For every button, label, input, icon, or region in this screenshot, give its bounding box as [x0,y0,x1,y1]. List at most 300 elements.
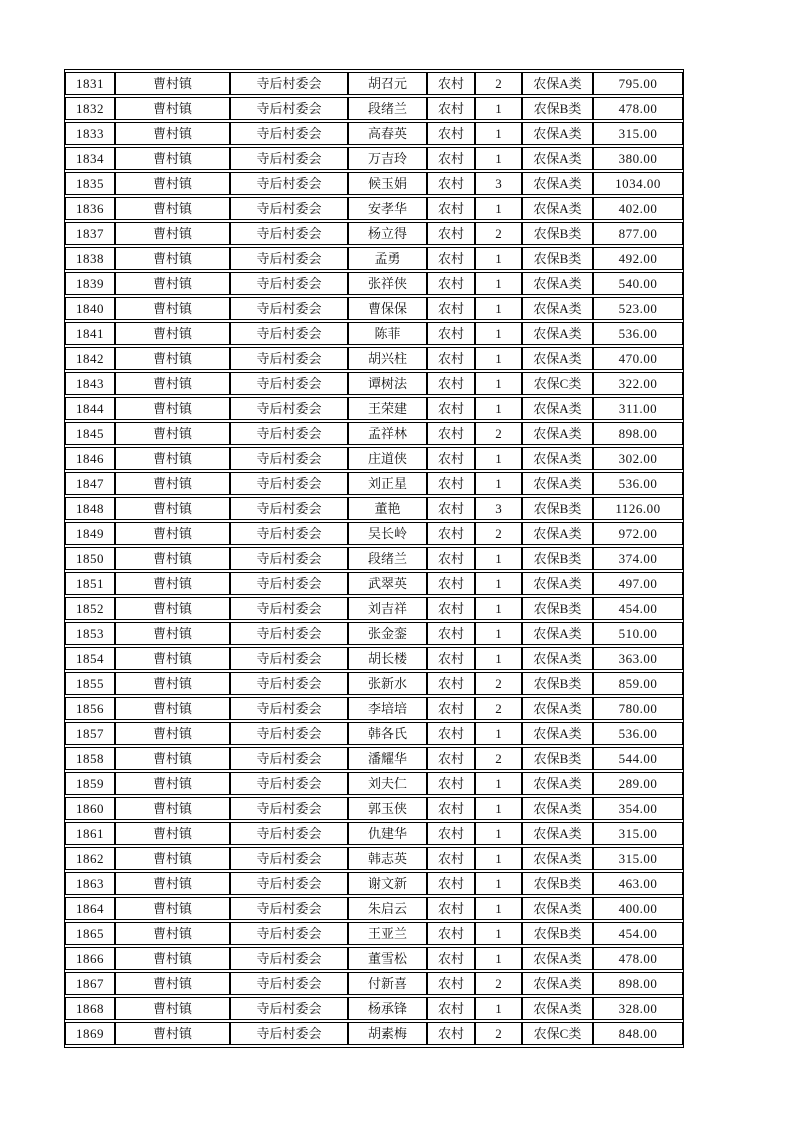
cell-village-committee: 寺后村委会 [230,572,348,595]
cell-serial-number: 1833 [65,122,115,145]
cell-person-count: 2 [475,422,522,445]
cell-residence-type: 农村 [427,172,475,195]
cell-town-name: 曹村镇 [115,597,230,620]
table-row [65,172,683,195]
cell-village-committee: 寺后村委会 [230,147,348,170]
cell-village-committee: 寺后村委会 [230,122,348,145]
cell-amount-yuan: 463.00 [593,872,683,895]
cell-amount-yuan: 848.00 [593,1022,683,1045]
cell-town-name: 曹村镇 [115,522,230,545]
cell-person-name: 仇建华 [348,822,427,845]
table-row [65,122,683,145]
cell-residence-type: 农村 [427,222,475,245]
table-body [65,72,683,1045]
cell-amount-yuan: 302.00 [593,447,683,470]
cell-town-name: 曹村镇 [115,672,230,695]
cell-village-committee: 寺后村委会 [230,897,348,920]
table-row [65,97,683,120]
cell-person-count: 1 [475,722,522,745]
cell-insurance-category: 农保A类 [522,647,593,670]
cell-person-count: 1 [475,622,522,645]
cell-person-count: 1 [475,547,522,570]
benefit-roster-table [64,69,684,1048]
cell-person-name: 孟祥林 [348,422,427,445]
cell-village-committee: 寺后村委会 [230,322,348,345]
table-row [65,797,683,820]
table-row [65,497,683,520]
cell-insurance-category: 农保B类 [522,547,593,570]
cell-person-name: 孟勇 [348,247,427,270]
cell-residence-type: 农村 [427,347,475,370]
cell-insurance-category: 农保A类 [522,397,593,420]
cell-insurance-category: 农保B类 [522,922,593,945]
cell-village-committee: 寺后村委会 [230,522,348,545]
cell-amount-yuan: 354.00 [593,797,683,820]
cell-town-name: 曹村镇 [115,72,230,95]
table-row [65,622,683,645]
cell-insurance-category: 农保A类 [522,172,593,195]
cell-person-name: 曹保保 [348,297,427,320]
cell-residence-type: 农村 [427,372,475,395]
table-row [65,872,683,895]
cell-insurance-category: 农保A类 [522,972,593,995]
cell-insurance-category: 农保A类 [522,447,593,470]
cell-person-name: 王荣建 [348,397,427,420]
cell-residence-type: 农村 [427,972,475,995]
cell-village-committee: 寺后村委会 [230,547,348,570]
cell-person-name: 王亚兰 [348,922,427,945]
table-row [65,572,683,595]
cell-serial-number: 1860 [65,797,115,820]
cell-town-name: 曹村镇 [115,247,230,270]
cell-insurance-category: 农保A类 [522,347,593,370]
cell-serial-number: 1853 [65,622,115,645]
cell-amount-yuan: 454.00 [593,922,683,945]
cell-town-name: 曹村镇 [115,1022,230,1045]
cell-serial-number: 1867 [65,972,115,995]
cell-insurance-category: 农保A类 [522,722,593,745]
cell-person-name: 潘耀华 [348,747,427,770]
cell-residence-type: 农村 [427,672,475,695]
cell-insurance-category: 农保A类 [522,322,593,345]
cell-amount-yuan: 492.00 [593,247,683,270]
cell-person-count: 1 [475,572,522,595]
cell-serial-number: 1846 [65,447,115,470]
cell-serial-number: 1841 [65,322,115,345]
cell-town-name: 曹村镇 [115,647,230,670]
cell-person-count: 2 [475,522,522,545]
cell-residence-type: 农村 [427,97,475,120]
cell-village-committee: 寺后村委会 [230,872,348,895]
cell-person-count: 1 [475,872,522,895]
cell-insurance-category: 农保A类 [522,572,593,595]
cell-serial-number: 1837 [65,222,115,245]
cell-village-committee: 寺后村委会 [230,947,348,970]
cell-residence-type: 农村 [427,772,475,795]
cell-amount-yuan: 311.00 [593,397,683,420]
cell-person-name: 张金銮 [348,622,427,645]
cell-person-name: 候玉娟 [348,172,427,195]
cell-residence-type: 农村 [427,322,475,345]
cell-town-name: 曹村镇 [115,972,230,995]
cell-town-name: 曹村镇 [115,122,230,145]
cell-amount-yuan: 536.00 [593,472,683,495]
cell-town-name: 曹村镇 [115,772,230,795]
cell-residence-type: 农村 [427,872,475,895]
cell-person-count: 2 [475,747,522,770]
cell-village-committee: 寺后村委会 [230,622,348,645]
cell-person-count: 3 [475,497,522,520]
cell-town-name: 曹村镇 [115,997,230,1020]
cell-insurance-category: 农保B类 [522,872,593,895]
table-row [65,522,683,545]
cell-insurance-category: 农保A类 [522,997,593,1020]
cell-serial-number: 1848 [65,497,115,520]
cell-residence-type: 农村 [427,397,475,420]
cell-serial-number: 1839 [65,272,115,295]
cell-person-count: 2 [475,697,522,720]
cell-serial-number: 1850 [65,547,115,570]
cell-person-count: 1 [475,347,522,370]
cell-residence-type: 农村 [427,997,475,1020]
table-row [65,472,683,495]
table-row [65,772,683,795]
cell-amount-yuan: 478.00 [593,97,683,120]
cell-person-count: 1 [475,822,522,845]
cell-insurance-category: 农保B类 [522,247,593,270]
cell-serial-number: 1865 [65,922,115,945]
cell-person-name: 武翠英 [348,572,427,595]
cell-serial-number: 1847 [65,472,115,495]
cell-insurance-category: 农保A类 [522,847,593,870]
cell-person-count: 1 [475,122,522,145]
table-row [65,697,683,720]
cell-serial-number: 1866 [65,947,115,970]
cell-person-count: 1 [475,197,522,220]
cell-town-name: 曹村镇 [115,747,230,770]
cell-town-name: 曹村镇 [115,547,230,570]
cell-town-name: 曹村镇 [115,272,230,295]
table-row [65,647,683,670]
cell-amount-yuan: 402.00 [593,197,683,220]
cell-residence-type: 农村 [427,897,475,920]
cell-serial-number: 1856 [65,697,115,720]
cell-village-committee: 寺后村委会 [230,422,348,445]
cell-amount-yuan: 1126.00 [593,497,683,520]
cell-person-count: 2 [475,972,522,995]
cell-person-count: 1 [475,997,522,1020]
cell-residence-type: 农村 [427,197,475,220]
cell-serial-number: 1857 [65,722,115,745]
cell-town-name: 曹村镇 [115,472,230,495]
cell-person-name: 段绪兰 [348,97,427,120]
cell-person-name: 付新喜 [348,972,427,995]
cell-amount-yuan: 289.00 [593,772,683,795]
cell-person-count: 1 [475,647,522,670]
cell-serial-number: 1863 [65,872,115,895]
cell-amount-yuan: 1034.00 [593,172,683,195]
cell-insurance-category: 农保A类 [522,897,593,920]
cell-residence-type: 农村 [427,272,475,295]
cell-village-committee: 寺后村委会 [230,847,348,870]
cell-residence-type: 农村 [427,472,475,495]
table-row [65,347,683,370]
cell-residence-type: 农村 [427,1022,475,1045]
cell-village-committee: 寺后村委会 [230,372,348,395]
cell-village-committee: 寺后村委会 [230,972,348,995]
cell-person-count: 2 [475,222,522,245]
cell-town-name: 曹村镇 [115,722,230,745]
cell-amount-yuan: 523.00 [593,297,683,320]
cell-serial-number: 1868 [65,997,115,1020]
cell-insurance-category: 农保A类 [522,422,593,445]
cell-residence-type: 农村 [427,747,475,770]
cell-town-name: 曹村镇 [115,222,230,245]
cell-village-committee: 寺后村委会 [230,697,348,720]
cell-residence-type: 农村 [427,647,475,670]
cell-town-name: 曹村镇 [115,397,230,420]
cell-town-name: 曹村镇 [115,347,230,370]
cell-village-committee: 寺后村委会 [230,347,348,370]
cell-residence-type: 农村 [427,622,475,645]
cell-person-count: 1 [475,297,522,320]
cell-town-name: 曹村镇 [115,197,230,220]
cell-amount-yuan: 363.00 [593,647,683,670]
cell-insurance-category: 农保A类 [522,797,593,820]
cell-town-name: 曹村镇 [115,797,230,820]
cell-person-count: 1 [475,472,522,495]
cell-town-name: 曹村镇 [115,947,230,970]
cell-village-committee: 寺后村委会 [230,822,348,845]
cell-village-committee: 寺后村委会 [230,997,348,1020]
cell-residence-type: 农村 [427,847,475,870]
cell-serial-number: 1858 [65,747,115,770]
cell-village-committee: 寺后村委会 [230,797,348,820]
cell-serial-number: 1854 [65,647,115,670]
cell-amount-yuan: 972.00 [593,522,683,545]
cell-town-name: 曹村镇 [115,697,230,720]
cell-residence-type: 农村 [427,72,475,95]
cell-insurance-category: 农保B类 [522,747,593,770]
cell-person-name: 胡长楼 [348,647,427,670]
cell-residence-type: 农村 [427,922,475,945]
cell-person-count: 1 [475,322,522,345]
table-row [65,322,683,345]
table-row [65,947,683,970]
cell-person-name: 胡召元 [348,72,427,95]
cell-residence-type: 农村 [427,697,475,720]
cell-residence-type: 农村 [427,422,475,445]
cell-amount-yuan: 898.00 [593,422,683,445]
cell-amount-yuan: 454.00 [593,597,683,620]
cell-insurance-category: 农保A类 [522,697,593,720]
cell-town-name: 曹村镇 [115,422,230,445]
cell-village-committee: 寺后村委会 [230,247,348,270]
cell-residence-type: 农村 [427,547,475,570]
cell-village-committee: 寺后村委会 [230,647,348,670]
cell-amount-yuan: 315.00 [593,847,683,870]
table-row [65,547,683,570]
cell-village-committee: 寺后村委会 [230,672,348,695]
cell-residence-type: 农村 [427,297,475,320]
cell-amount-yuan: 315.00 [593,822,683,845]
cell-amount-yuan: 322.00 [593,372,683,395]
cell-insurance-category: 农保A类 [522,272,593,295]
cell-village-committee: 寺后村委会 [230,597,348,620]
cell-village-committee: 寺后村委会 [230,222,348,245]
cell-town-name: 曹村镇 [115,922,230,945]
cell-serial-number: 1855 [65,672,115,695]
cell-amount-yuan: 859.00 [593,672,683,695]
cell-person-count: 1 [475,597,522,620]
cell-person-count: 3 [475,172,522,195]
cell-residence-type: 农村 [427,822,475,845]
cell-residence-type: 农村 [427,722,475,745]
cell-town-name: 曹村镇 [115,322,230,345]
cell-amount-yuan: 510.00 [593,622,683,645]
cell-serial-number: 1835 [65,172,115,195]
table-row [65,1022,683,1045]
cell-village-committee: 寺后村委会 [230,447,348,470]
cell-person-name: 谢文新 [348,872,427,895]
cell-village-committee: 寺后村委会 [230,272,348,295]
cell-serial-number: 1838 [65,247,115,270]
cell-village-committee: 寺后村委会 [230,497,348,520]
cell-amount-yuan: 536.00 [593,322,683,345]
table-row [65,847,683,870]
cell-person-name: 万吉玲 [348,147,427,170]
cell-insurance-category: 农保A类 [522,947,593,970]
cell-amount-yuan: 315.00 [593,122,683,145]
cell-person-name: 胡兴柱 [348,347,427,370]
cell-village-committee: 寺后村委会 [230,72,348,95]
cell-serial-number: 1845 [65,422,115,445]
table-row [65,147,683,170]
cell-amount-yuan: 470.00 [593,347,683,370]
cell-town-name: 曹村镇 [115,447,230,470]
cell-person-name: 韩各氏 [348,722,427,745]
cell-serial-number: 1851 [65,572,115,595]
cell-amount-yuan: 380.00 [593,147,683,170]
cell-person-name: 杨承锋 [348,997,427,1020]
cell-person-count: 1 [475,947,522,970]
cell-residence-type: 农村 [427,447,475,470]
cell-residence-type: 农村 [427,597,475,620]
cell-serial-number: 1862 [65,847,115,870]
cell-village-committee: 寺后村委会 [230,197,348,220]
table-row [65,247,683,270]
cell-insurance-category: 农保A类 [522,122,593,145]
cell-serial-number: 1834 [65,147,115,170]
cell-amount-yuan: 374.00 [593,547,683,570]
cell-insurance-category: 农保A类 [522,147,593,170]
cell-residence-type: 农村 [427,522,475,545]
cell-town-name: 曹村镇 [115,872,230,895]
cell-town-name: 曹村镇 [115,622,230,645]
cell-residence-type: 农村 [427,147,475,170]
cell-person-count: 1 [475,447,522,470]
table-row [65,597,683,620]
cell-residence-type: 农村 [427,572,475,595]
cell-insurance-category: 农保A类 [522,472,593,495]
cell-serial-number: 1840 [65,297,115,320]
table-row [65,197,683,220]
cell-person-count: 1 [475,372,522,395]
cell-amount-yuan: 497.00 [593,572,683,595]
cell-serial-number: 1831 [65,72,115,95]
cell-town-name: 曹村镇 [115,897,230,920]
cell-person-name: 刘正星 [348,472,427,495]
cell-person-name: 谭树法 [348,372,427,395]
cell-person-name: 朱启云 [348,897,427,920]
cell-serial-number: 1864 [65,897,115,920]
table-row [65,897,683,920]
cell-residence-type: 农村 [427,247,475,270]
cell-person-count: 1 [475,772,522,795]
table-row [65,447,683,470]
cell-amount-yuan: 540.00 [593,272,683,295]
cell-person-name: 陈菲 [348,322,427,345]
cell-person-name: 刘夫仁 [348,772,427,795]
cell-residence-type: 农村 [427,122,475,145]
cell-village-committee: 寺后村委会 [230,747,348,770]
cell-village-committee: 寺后村委会 [230,1022,348,1045]
cell-person-name: 董艳 [348,497,427,520]
cell-person-name: 韩志英 [348,847,427,870]
cell-town-name: 曹村镇 [115,822,230,845]
cell-serial-number: 1869 [65,1022,115,1045]
table-row [65,722,683,745]
cell-amount-yuan: 536.00 [593,722,683,745]
cell-person-count: 1 [475,847,522,870]
cell-insurance-category: 农保A类 [522,772,593,795]
table-row [65,372,683,395]
cell-serial-number: 1849 [65,522,115,545]
cell-residence-type: 农村 [427,497,475,520]
table-row [65,72,683,95]
table-row [65,972,683,995]
cell-amount-yuan: 898.00 [593,972,683,995]
cell-person-count: 1 [475,797,522,820]
cell-town-name: 曹村镇 [115,297,230,320]
cell-serial-number: 1852 [65,597,115,620]
cell-town-name: 曹村镇 [115,147,230,170]
cell-person-name: 高春英 [348,122,427,145]
cell-village-committee: 寺后村委会 [230,472,348,495]
cell-town-name: 曹村镇 [115,172,230,195]
table-row [65,747,683,770]
table-row [65,922,683,945]
cell-person-name: 张祥侠 [348,272,427,295]
cell-village-committee: 寺后村委会 [230,97,348,120]
cell-serial-number: 1832 [65,97,115,120]
table-row [65,397,683,420]
cell-person-name: 董雪松 [348,947,427,970]
cell-person-count: 1 [475,147,522,170]
cell-village-committee: 寺后村委会 [230,772,348,795]
cell-amount-yuan: 478.00 [593,947,683,970]
cell-person-count: 1 [475,272,522,295]
cell-insurance-category: 农保A类 [522,297,593,320]
table-row [65,272,683,295]
cell-town-name: 曹村镇 [115,847,230,870]
cell-village-committee: 寺后村委会 [230,922,348,945]
table-row [65,297,683,320]
cell-amount-yuan: 328.00 [593,997,683,1020]
cell-serial-number: 1859 [65,772,115,795]
cell-village-committee: 寺后村委会 [230,172,348,195]
cell-village-committee: 寺后村委会 [230,297,348,320]
